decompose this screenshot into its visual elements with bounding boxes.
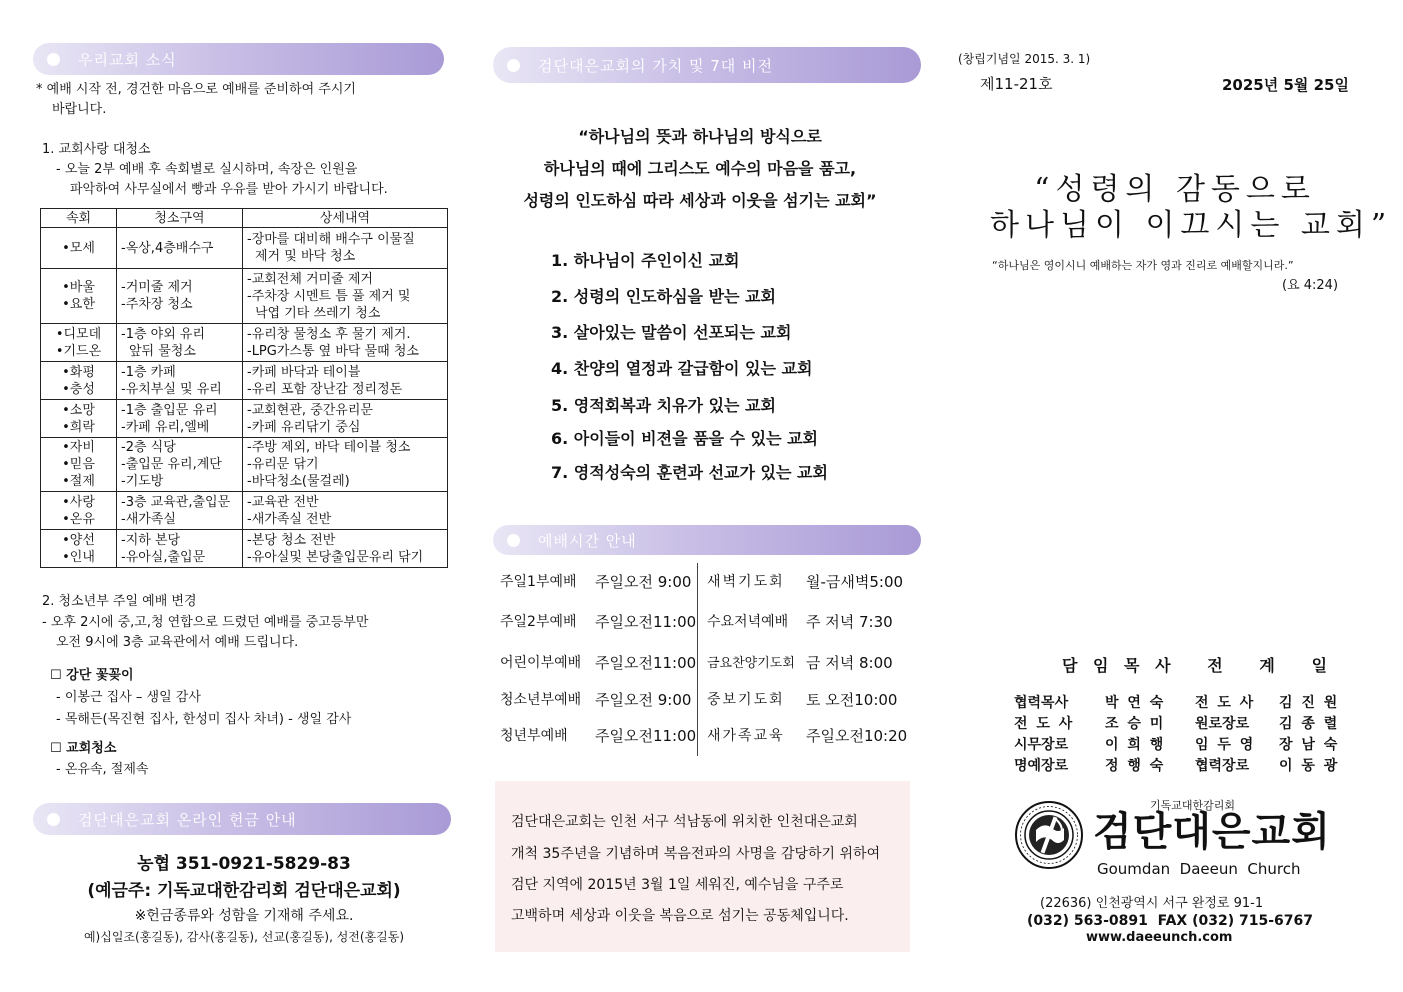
table-header: 상세내역 [243,209,448,228]
table-cell: •모세 [41,228,117,269]
table-cell: -장마를 대비해 배수구 이물질 제거 및 바닥 청소 [243,228,448,269]
table-cell: -교회현관, 중간유리문 -카페 유리닦기 중심 [243,400,448,438]
item2-title: 2. 청소년부 주일 예배 변경 [42,594,197,609]
staff-cell: 김 종 렬 [1279,716,1340,732]
staff-cell: 임 두 영 [1195,737,1256,753]
worship-row: 토 오전10:00 [806,691,898,709]
vision-item: 1. 하나님이 주인이신 교회 [551,251,740,270]
vision-item: 6. 아이들이 비젼을 품을 수 있는 교회 [551,429,819,448]
staff-cell: 원로장로 [1195,716,1250,732]
bulletin-date: 2025년 5월 25일 [1222,76,1349,94]
vision-header: 검단대은교회의 가치 및 7대 비전 [493,47,921,83]
church-name: 검단대은교회 [1093,809,1331,855]
table-cell: -유리창 물청소 후 물기 제거. -LPG가스통 옆 바닥 물때 청소 [243,324,448,362]
worship-row: 주일오전10:20 [806,727,908,745]
methodist-seal-icon [1014,800,1084,870]
table-header-row [41,209,448,228]
table-cell: -지하 본당 -유아실,출입문 [117,530,243,568]
table-row [41,530,448,568]
worship-row: 주 저녁 7:30 [806,613,893,631]
table-cell: -교육관 전반 -새가족실 전반 [243,492,448,530]
worship-row: 새가족교육 [707,728,785,744]
vision-item: 7. 영적성숙의 훈련과 선교가 있는 교회 [551,463,828,482]
worship-row: 주일2부예배 [500,614,577,630]
flowers-text: - 이봉근 집사 – 생일 감사 - 목해든(목진현 집사, 한성미 집사 차녀) - 생일 감사 [56,690,352,727]
item2-text: - 오후 2시에 중,고,청 연합으로 드렸던 예배를 중고등부만 오전 9시에 3층 교육관에서 예배 드립니다. [42,615,369,650]
intro-text: * 예배 시작 전, 경건한 마음으로 예배를 준비하여 주시기 바랍니다. [36,82,356,117]
worship-row: 주일오전11:00 [595,613,697,631]
issue-number: 제11-21호 [980,75,1053,93]
table-cell: -거미줄 제거 -주차장 청소 [117,269,243,324]
table-cell: -주방 제외, 바닥 테이블 청소 -유리문 닦기 -바닥청소(물걸레) [243,438,448,492]
table-header: 청소구역 [117,209,243,228]
worship-row: 월-금새벽5:00 [806,573,904,591]
vision-item: 2. 성령의 인도하심을 받는 교회 [551,287,776,306]
staff-cell: 협력목사 [1014,695,1069,711]
bullet-dot-icon [47,813,60,826]
worship-row: 주일오전 9:00 [595,573,692,591]
worship-row: 주일오전 9:00 [595,691,692,709]
worship-header: 예배시간 안내 [493,525,921,555]
table-cell: -본당 청소 전반 -유아실및 본당출입문유리 닦기 [243,530,448,568]
table-cell: -옥상,4층배수구 [117,228,243,269]
bible-verse: “하나님은 영이시니 예배하는 자가 영과 진리로 예배할지니라.” [992,259,1294,272]
table-cell: •바울 •요한 [41,269,117,324]
table-row [41,400,448,438]
staff-cell: 명예장로 [1014,758,1069,774]
church-motto: “성령의 감동으로 하나님이 이끄시는 교회” [990,172,1393,243]
table-cell: -카페 바닥과 테이블 -유리 포함 장난감 정리정돈 [243,362,448,400]
about-line: 고백하며 세상과 이웃을 복음으로 섬기는 공동체입니다. [511,908,849,924]
table-row [41,228,448,269]
offering-example: 예)십일조(홍길동), 감사(홍길동), 선교(홍길동), 성전(홍길동) [83,930,405,944]
worship-row: 주일1부예배 [500,574,577,590]
worship-row: 금요찬양기도회 [707,656,795,671]
staff-cell: 이 희 행 [1105,737,1166,753]
church-logo [1014,800,1084,870]
staff-cell: 정 행 숙 [1105,758,1166,774]
item1-text: - 오늘 2부 예배 후 속회별로 실시하며, 속장은 인원을 파악하여 사무실에서 빵과 우유를 받아 가시기 바랍니다. [56,162,388,197]
table-cell: -2층 식당 -출입문 유리,계단 -기도방 [117,438,243,492]
website-link[interactable]: www.daeeunch.com [1086,930,1233,945]
staff-cell: 시무장로 [1014,737,1069,753]
table-cell: •소망 •희락 [41,400,117,438]
worship-row: 주일오전11:00 [595,727,697,745]
about-line: 개척 35주년을 기념하며 복음전파의 사명을 감당하기 위하여 [511,846,881,862]
vision-item: 3. 살아있는 말씀이 선포되는 교회 [551,323,792,342]
verse-reference: (요 4:24) [1282,278,1339,293]
denomination: 기독교대한감리회 [1150,799,1236,812]
table-cell: •화평 •충성 [41,362,117,400]
table-cell: •자비 •믿음 •절제 [41,438,117,492]
table-cell: •디모데 •기드온 [41,324,117,362]
worship-row: 금 저녁 8:00 [806,654,893,672]
value-quote: “하나님의 뜻과 하나님의 방식으로 하나님의 때에 그리스도 예수의 마음을 품고, 성령의 인도하심 따라 세상과 이웃을 섬기는 교회” [523,127,877,210]
phone-fax: (032) 563-0891 FAX (032) 715-6767 [1027,913,1313,929]
table-cell: -1층 카페 -유치부실 및 유리 [117,362,243,400]
staff-cell: 전 도 사 [1014,716,1075,732]
flowers-title: ☐ 강단 꽃꽂이 [50,668,134,683]
staff-cell: 조 승 미 [1105,716,1166,732]
staff-cell: 박 연 숙 [1105,695,1166,711]
table-row [41,324,448,362]
worship-row: 청년부예배 [500,728,568,744]
church-clean-title: ☐ 교회청소 [50,741,117,756]
table-row [41,492,448,530]
worship-row: 주일오전11:00 [595,654,697,672]
table-cell: -3층 교육관,출입문 -새가족실 [117,492,243,530]
table-row [41,438,448,492]
address: (22636) 인천광역시 서구 완정로 91-1 [1040,896,1264,911]
church-name-english: Goumdan Daeeun Church [1097,860,1301,878]
worship-row: 중보기도회 [707,692,785,708]
account-number: 농협 351-0921-5829-83 [137,854,351,874]
table-cell: •사랑 •온유 [41,492,117,530]
staff-cell: 전 도 사 [1195,695,1256,711]
account-holder: (예금주: 기독교대한감리회 검단대은교회) [87,881,401,901]
worship-row: 새벽기도회 [707,574,785,590]
about-box [495,781,910,952]
table-cell: -교회전체 거미줄 제거 -주차장 시멘트 틈 풀 제거 및 낙엽 기타 쓰레기 청소 [243,269,448,324]
cleaning-table [40,208,448,568]
founded-date: (창립기념일 2015. 3. 1) [958,52,1091,66]
table-cell: •양선 •인내 [41,530,117,568]
table-cell: -1층 출입문 유리 -카페 유리,엘베 [117,400,243,438]
offering-header: 검단대은교회 온라인 헌금 안내 [33,803,451,835]
staff-cell: 김 진 원 [1279,695,1340,711]
worship-row: 청소년부예배 [500,692,582,708]
vision-item: 4. 찬양의 열정과 갈급함이 있는 교회 [551,359,813,378]
table-row [41,269,448,324]
staff-cell: 협력장로 [1195,758,1250,774]
staff-cell: 이 동 광 [1279,758,1340,774]
table-row [41,362,448,400]
worship-row: 수요저녁예배 [707,614,789,630]
worship-row: 어린이부예배 [500,655,582,671]
bullet-dot-icon [507,59,520,72]
table-header: 속회 [41,209,117,228]
vision-item: 5. 영적회복과 치유가 있는 교회 [551,396,776,415]
worship-divider [697,563,698,756]
senior-pastor: 담 임 목 사 전 계 일 [1062,656,1333,675]
item1-title: 1. 교회사랑 대청소 [42,142,151,157]
staff-cell: 장 남 숙 [1279,737,1340,753]
church-clean-text: - 온유속, 절제속 [56,762,149,777]
about-line: 검단대은교회는 인천 서구 석남동에 위치한 인천대은교회 [511,814,858,830]
table-cell: -1층 야외 유리 앞뒤 물청소 [117,324,243,362]
news-header: 우리교회 소식 [33,43,444,75]
bullet-dot-icon [47,53,60,66]
bullet-dot-icon [507,534,520,547]
about-line: 검단 지역에 2015년 3월 1일 세워진, 예수님을 구주로 [511,877,844,893]
offering-note: ※헌금종류와 성함을 기재해 주세요. [134,908,354,924]
